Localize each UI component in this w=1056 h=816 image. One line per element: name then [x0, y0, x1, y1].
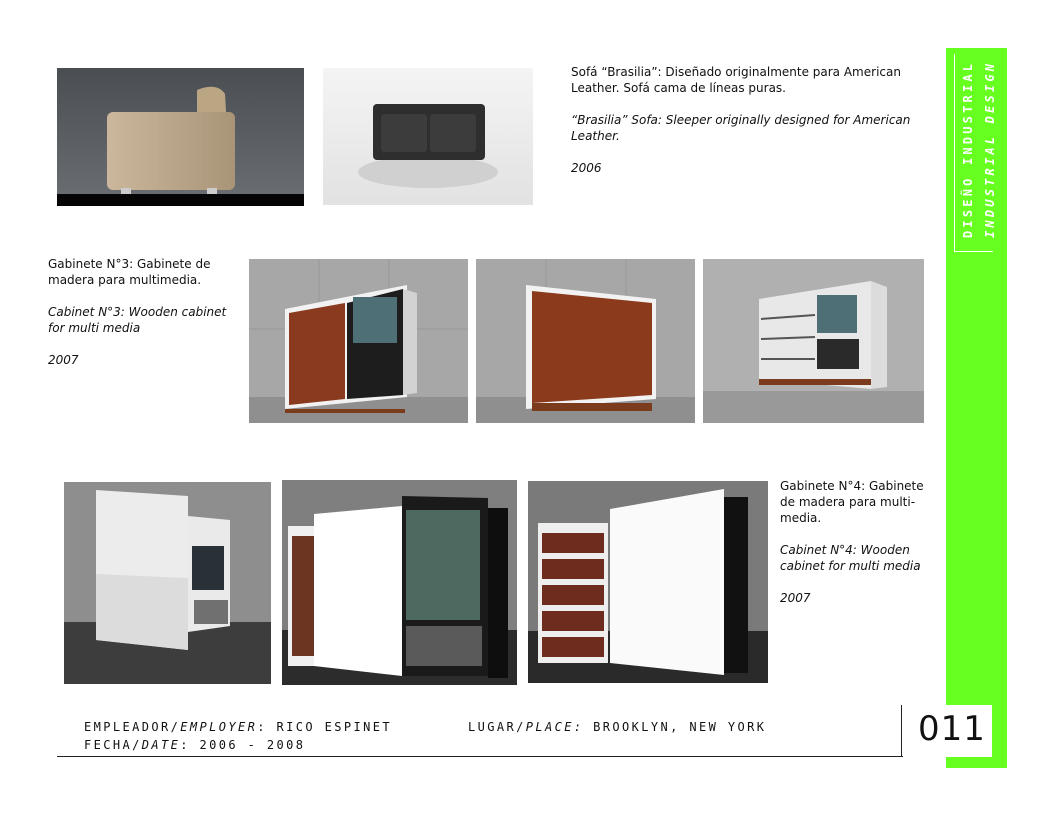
place-label-en: PLACE:	[525, 720, 584, 734]
cabinet4-photo-1	[64, 482, 271, 684]
cabinet3-title-en: Cabinet N°3: Wooden cabinet for multi media	[48, 305, 227, 335]
date-label-en: DATE	[141, 738, 181, 752]
page-number-box	[904, 705, 992, 757]
cabinet3-photo-3	[703, 259, 924, 423]
cabinet4-description	[780, 478, 930, 622]
sofa-top-photo	[323, 68, 533, 205]
footer-rule	[57, 756, 903, 757]
employer-value: : RICO ESPINET	[257, 720, 392, 734]
date-line	[84, 738, 305, 752]
sofa-side-photo	[57, 68, 304, 206]
employer-label-es: EMPLEADOR/	[84, 720, 181, 734]
sofa-description	[571, 64, 921, 192]
cabinet3-description	[48, 256, 238, 384]
sofa-year: 2006	[571, 161, 602, 175]
sofa-title-es: Sofá “Brasilia”: Diseñado originalmente para American Leather. Sofá cama de líneas puras.	[571, 65, 901, 95]
cabinet3-photo-2	[476, 259, 695, 423]
cabinet4-title-es: Gabinete N°4: Gabinete de madera para multi-media.	[780, 479, 924, 525]
sofa-title-en: “Brasilia” Sofa: Sleeper originally designed for American Leather.	[571, 113, 911, 143]
employer-line	[84, 720, 392, 734]
date-label-es: FECHA/	[84, 738, 142, 752]
sidebar-label-en: INDUSTRIAL DESIGN	[983, 60, 997, 238]
cabinet4-year: 2007	[780, 591, 811, 605]
date-value: : 2006 - 2008	[180, 738, 306, 752]
cabinet3-title-es: Gabinete N°3: Gabinete de madera para multimedia.	[48, 257, 211, 287]
place-value: BROOKLYN, NEW YORK	[583, 720, 767, 734]
sidebar-label-es: DISEÑO INDUSTRIAL	[961, 60, 975, 238]
cabinet3-photo-1	[249, 259, 468, 423]
footer-divider	[901, 705, 902, 757]
place-label-es: LUGAR/	[468, 720, 526, 734]
cabinet4-title-en: Cabinet N°4: Wooden cabinet for multi media	[780, 543, 921, 573]
place-line	[468, 720, 766, 734]
cabinet4-photo-2	[282, 480, 517, 685]
cabinet3-year: 2007	[48, 353, 79, 367]
cabinet4-photo-3	[528, 481, 768, 683]
page-number: 011	[918, 709, 986, 749]
section-sidebar	[946, 48, 1007, 768]
employer-label-en: EMPLOYER	[180, 720, 258, 734]
